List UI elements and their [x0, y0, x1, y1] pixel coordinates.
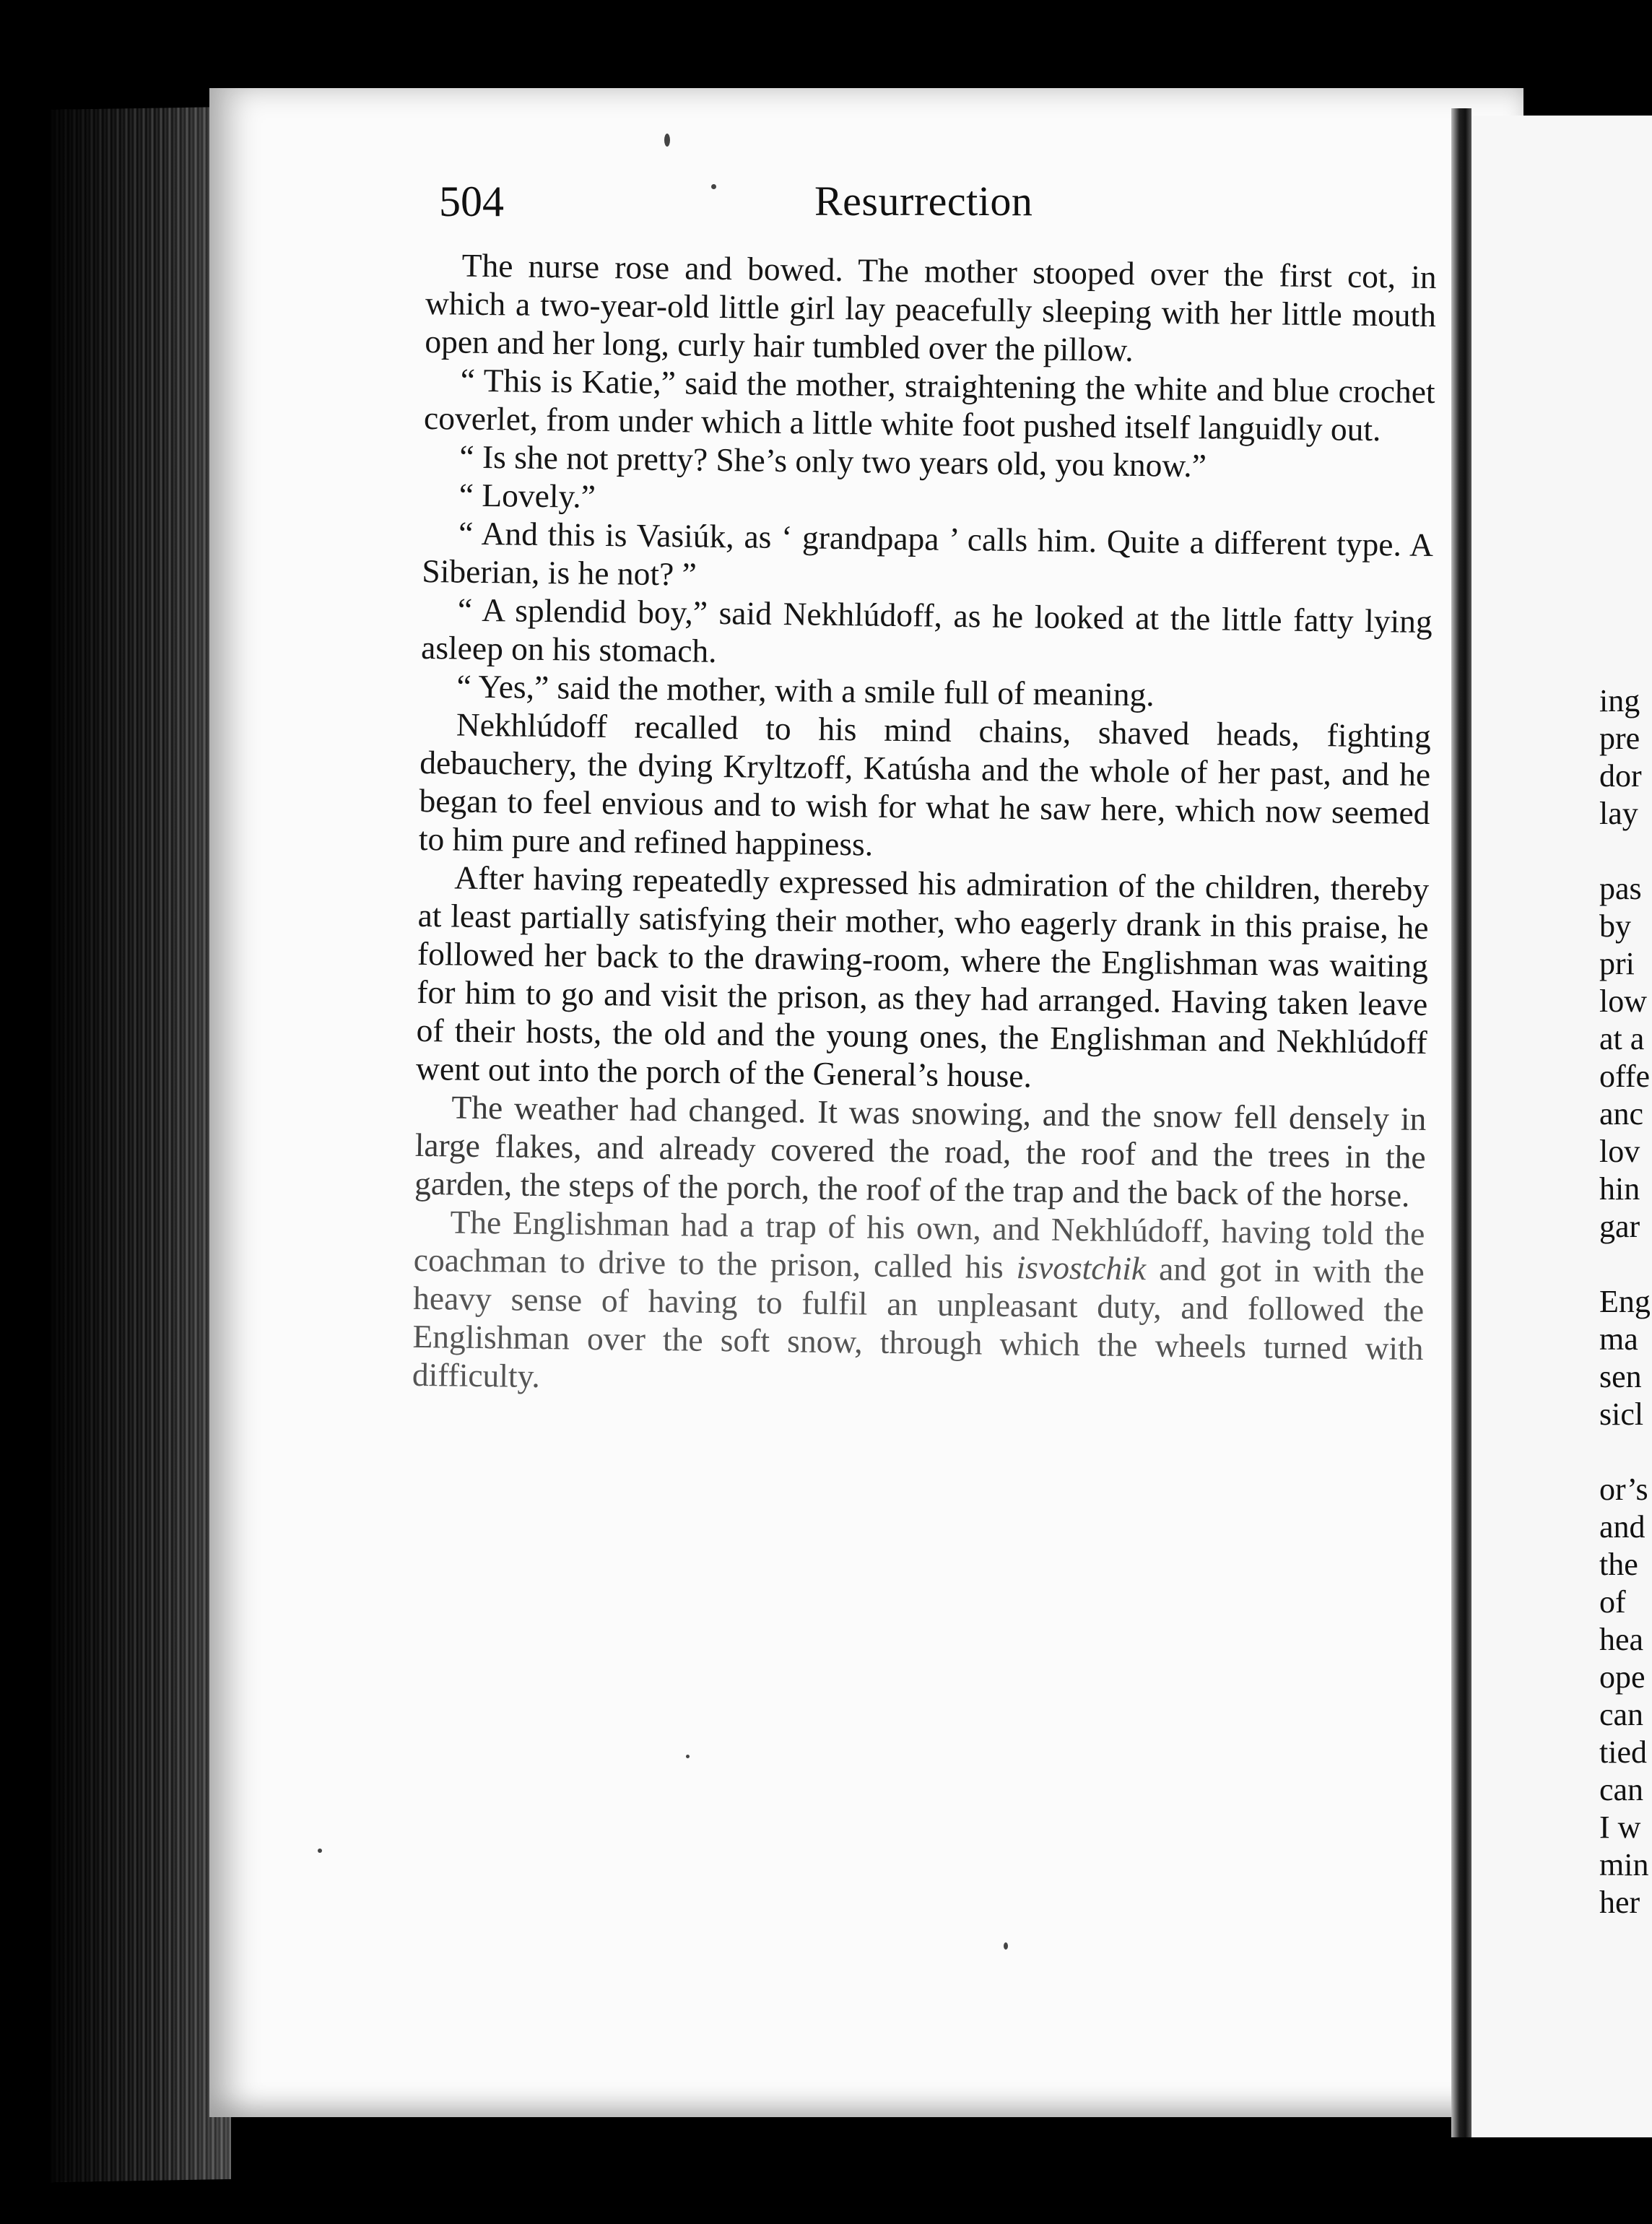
paragraph-text: and got in with the heavy sense of having to fulfil an unpleasant duty, and followed the Englishman over the soft snow, through which the wheels turned with difficulty. — [412, 1250, 1425, 1395]
paragraph: “ And this is Vasiúk, as ‘ grandpapa ’ calls him. Quite a different type. A Siberian, is he not? ” — [422, 514, 1434, 593]
facing-line: the — [1599, 1547, 1638, 1582]
facing-line: and — [1599, 1509, 1646, 1545]
facing-line: lov — [1599, 1134, 1640, 1169]
facing-line: pas — [1599, 871, 1642, 906]
facing-line: pre — [1599, 721, 1640, 756]
facing-line — [1599, 833, 1652, 870]
facing-line: tied — [1599, 1734, 1647, 1770]
facing-line: at a — [1599, 1021, 1645, 1056]
paragraph: “ A splendid boy,” said Nekhlúdoff, as he looked at the little fatty lying asleep on his stomach. — [420, 591, 1433, 669]
paragraph-text: The Englishman had a trap of his own, and Nekhlúdoff, having told the coachman to drive to the prison, called his — [413, 1203, 1425, 1286]
facing-line: sicl — [1599, 1396, 1644, 1432]
italic-word: isvostchik — [1016, 1248, 1147, 1287]
facing-line: anc — [1599, 1096, 1644, 1131]
facing-line: ing — [1599, 683, 1640, 718]
page-header — [439, 177, 1435, 235]
facing-line: pri — [1599, 946, 1635, 981]
facing-line: sen — [1599, 1359, 1642, 1394]
paragraph: After having repeatedly expressed his admiration of the children, thereby at least partially satisfying their mother, who eagerly drank in this praise, he followed her back to the drawing-room, where the Englishman was waiting for him to go and visit the prison, as they had arranged. Having taken leave of their hosts, the old and the young ones, the Englishman and Nekhlúdoff went out into the porch of the General’s house. — [415, 859, 1430, 1095]
paragraph: “ Is she not pretty? She’s only two years old, you know.” — [459, 438, 1207, 485]
facing-line: dor — [1599, 758, 1642, 794]
paragraph: “ Yes,” said the mother, with a smile full of meaning. — [456, 667, 1155, 713]
running-title: Resurrection — [814, 178, 1033, 225]
facing-page-text — [1599, 682, 1652, 1921]
paragraph: The nurse rose and bowed. The mother stooped over the first cot, in which a two-year-old little girl lay peacefully sleeping with her little mouth open and her long, curly hair tumbled over the pillow. — [425, 246, 1437, 368]
facing-line — [1599, 1433, 1652, 1471]
facing-line: hin — [1599, 1171, 1640, 1207]
book-gutter — [1451, 108, 1471, 2137]
facing-line: low — [1599, 983, 1647, 1019]
facing-line: by — [1599, 908, 1631, 944]
facing-line: can — [1599, 1697, 1644, 1732]
paragraph: Nekhlúdoff recalled to his mind chains, shaved heads, fighting debauchery, the dying Kryltzoff, Katúsha and the whole of her past, and he began to feel envious and to wish for what he saw here, which now seemed to him pure and refined happiness. — [418, 705, 1432, 863]
facing-line: her — [1599, 1885, 1640, 1920]
book-page-edges — [51, 107, 231, 2182]
paragraph-last — [412, 1202, 1425, 1406]
paragraph: “ Lovely.” — [458, 476, 596, 515]
facing-line: can — [1599, 1772, 1644, 1807]
facing-line: min — [1599, 1847, 1649, 1882]
facing-line — [1599, 1246, 1652, 1283]
facing-line: offe — [1599, 1059, 1651, 1094]
page-number: 504 — [439, 178, 504, 225]
facing-line: hea — [1599, 1622, 1644, 1657]
facing-line: of — [1599, 1584, 1626, 1620]
facing-line: gar — [1599, 1209, 1640, 1244]
facing-line: lay — [1599, 796, 1638, 831]
facing-line: ope — [1599, 1659, 1646, 1695]
facing-line: I w — [1599, 1810, 1641, 1845]
facing-line: Eng — [1599, 1284, 1651, 1319]
facing-line: or’s — [1599, 1472, 1648, 1507]
paragraph: The weather had changed. It was snowing, and the snow fell densely in large flakes, and already covered the road, the roof and the trees in the garden, the steps of the porch, the roof of the trap and the back of the horse. — [414, 1088, 1427, 1214]
paragraph: “ This is Katie,” said the mother, straightening the white and blue crochet coverlet, from under which a little white foot pushed itself languidly out. — [423, 361, 1435, 448]
facing-line: ma — [1599, 1321, 1638, 1357]
body-text — [412, 246, 1437, 1406]
